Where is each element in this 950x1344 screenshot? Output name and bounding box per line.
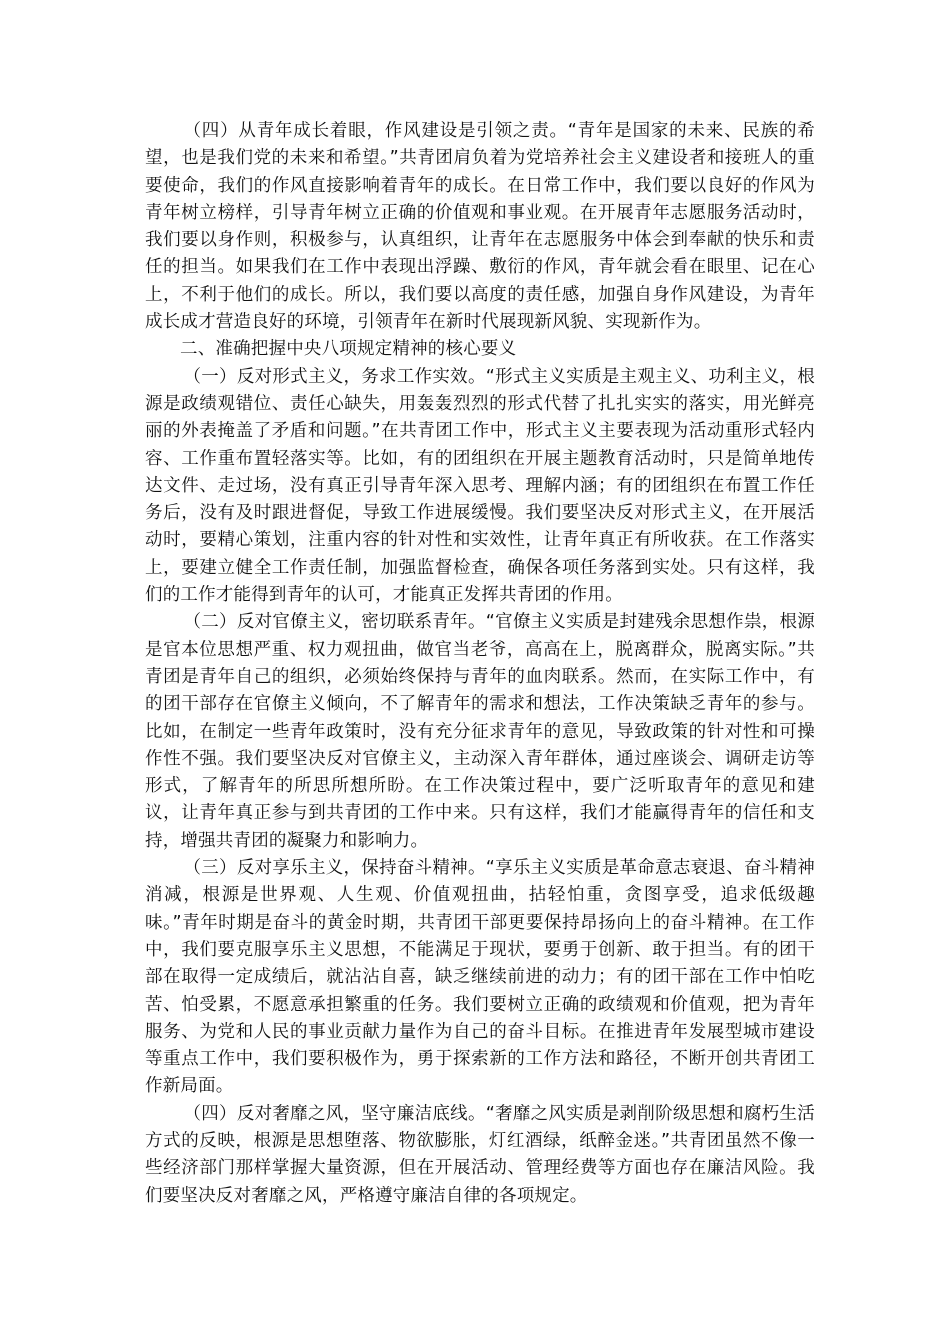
- paragraph-youth-growth: （四）从青年成长着眼，作风建设是引领之责。“青年是国家的未来、民族的希望，也是我们党的未来和希望。”共青团肩负着为党培养社会主义建设者和接班人的重要使命，我们的作风直接影响着青年的成长。在日常工作中，我们要以良好的作风为青年树立榜样，引导青年树立正确的价值观和事业观。在开展青年志愿服务活动时，我们要以身作则，积极参与，认真组织，让青年在志愿服务中体会到奉献的快乐和责任的担当。如果我们在工作中表现出浮躁、敷衍的作风，青年就会看在眼里、记在心上，不利于他们的成长。所以，我们要以高度的责任感，加强自身作风建设，为青年成长成才营造良好的环境，引领青年在新时代展现新风貌、实现新作为。: [145, 121, 815, 333]
- document-body: [145, 118, 815, 1210]
- paragraph-oppose-bureaucratism: （二）反对官僚主义，密切联系青年。“官僚主义实质是封建残余思想作祟，根源是官本位思想严重、权力观扭曲，做官当老爷，高高在上，脱离群众，脱离实际。”共青团是青年自己的组织，必须始终保持与青年的血肉联系。然而，在实际工作中，有的团干部存在官僚主义倾向，不了解青年的需求和想法，工作决策缺乏青年的参与。比如，在制定一些青年政策时，没有充分征求青年的意见，导致政策的针对性和可操作性不强。我们要坚决反对官僚主义，主动深入青年群体，通过座谈会、调研走访等形式，了解青年的所思所想所盼。在工作决策过程中，要广泛听取青年的意见和建议，让青年真正参与到共青团的工作中来。只有这样，我们才能赢得青年的信任和支持，增强共青团的凝聚力和影响力。: [145, 612, 815, 851]
- section-heading-core-essentials: 二、准确把握中央八项规定精神的核心要义: [180, 339, 517, 360]
- paragraph-oppose-hedonism: （三）反对享乐主义，保持奋斗精神。“享乐主义实质是革命意志衰退、奋斗精神消减，根源是世界观、人生观、价值观扭曲，拈轻怕重，贪图享受，追求低级趣味。”青年时期是奋斗的黄金时期，共青团干部更要保持昂扬向上的奋斗精神。在工作中，我们要克服享乐主义思想，不能满足于现状，要勇于创新、敢于担当。有的团干部在取得一定成绩后，就沾沾自喜，缺乏继续前进的动力；有的团干部在工作中怕吃苦、怕受累，不愿意承担繁重的任务。我们要树立正确的政绩观和价值观，把为青年服务、为党和人民的事业贡献力量作为自己的奋斗目标。在推进青年发展型城市建设等重点工作中，我们要积极作为，勇于探索新的工作方法和路径，不断开创共青团工作新局面。: [145, 858, 815, 1097]
- paragraph-oppose-extravagance: （四）反对奢靡之风，坚守廉洁底线。“奢靡之风实质是剥削阶级思想和腐朽生活方式的反映，根源是思想堕落、物欲膨胀，灯红酒绿，纸醉金迷。”共青团虽然不像一些经济部门那样掌握大量资源，但在开展活动、管理经费等方面也存在廉洁风险。我们要坚决反对奢靡之风，严格遵守廉洁自律的各项规定。: [145, 1103, 815, 1206]
- paragraph-oppose-formalism: （一）反对形式主义，务求工作实效。“形式主义实质是主观主义、功利主义，根源是政绩观错位、责任心缺失，用轰轰烈烈的形式代替了扎扎实实的落实，用光鲜亮丽的外表掩盖了矛盾和问题。”在共青团工作中，形式主义主要表现为活动重形式轻内容、工作重布置轻落实等。比如，有的团组织在开展主题教育活动时，只是简单地传达文件、走过场，没有真正引导青年深入思考、理解内涵；有的团组织在布置工作任务后，没有及时跟进督促，导致工作进展缓慢。我们要坚决反对形式主义，在开展活动时，要精心策划，注重内容的针对性和实效性，让青年真正有所收获。在工作落实上，要建立健全工作责任制，加强监督检查，确保各项任务落到实处。只有这样，我们的工作才能得到青年的认可，才能真正发挥共青团的作用。: [145, 366, 815, 606]
